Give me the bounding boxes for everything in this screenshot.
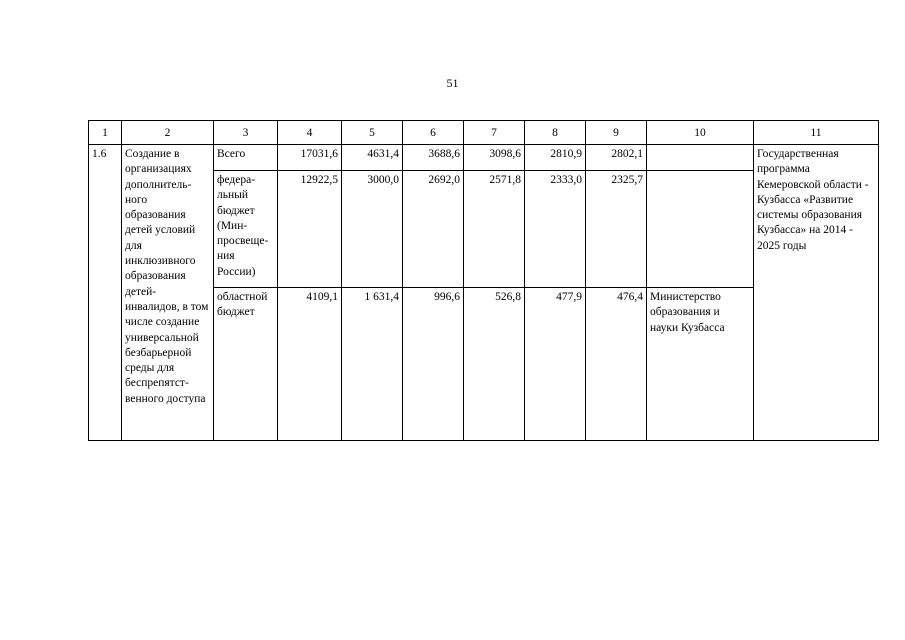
- measure-description: Создание в организациях дополнитель-ного образования детей условий для инклюзивного образования детей-инвалидов, в том числе создание универсальной безбарьерной среды для беспрепятст-венного доступа: [122, 145, 214, 441]
- value-cell: 3688,6: [403, 145, 464, 171]
- table-row: [89, 145, 879, 171]
- funding-source: федера-льный бюджет (Мин-просвеще-ния России): [214, 171, 278, 288]
- value-cell: 2571,8: [464, 171, 525, 288]
- value-cell: 4631,4: [342, 145, 403, 171]
- header-cell: 1: [89, 121, 122, 145]
- value-cell: 2325,7: [586, 171, 647, 288]
- value-cell: 526,8: [464, 288, 525, 441]
- header-cell: 9: [586, 121, 647, 145]
- header-cell: 11: [754, 121, 879, 145]
- value-cell: 4109,1: [278, 288, 342, 441]
- value-cell: 3098,6: [464, 145, 525, 171]
- header-cell: 4: [278, 121, 342, 145]
- executor-cell: Министерство образования и науки Кузбасса: [647, 288, 754, 441]
- header-cell: 3: [214, 121, 278, 145]
- value-cell: 12922,5: [278, 171, 342, 288]
- header-cell: 2: [122, 121, 214, 145]
- header-cell: 7: [464, 121, 525, 145]
- value-cell: 996,6: [403, 288, 464, 441]
- value-cell: 2810,9: [525, 145, 586, 171]
- page-number: 51: [446, 76, 459, 90]
- header-cell: 10: [647, 121, 754, 145]
- header-row: [89, 121, 879, 145]
- executor-cell: [647, 145, 754, 171]
- executor-cell: [647, 171, 754, 288]
- header-cell: 8: [525, 121, 586, 145]
- value-cell: 1 631,4: [342, 288, 403, 441]
- program-name: Государственная программа Кемеровской области - Кузбасса «Развитие системы образования Кузбасса» на 2014 - 2025 годы: [754, 145, 879, 441]
- header-cell: 5: [342, 121, 403, 145]
- value-cell: 17031,6: [278, 145, 342, 171]
- value-cell: 2692,0: [403, 171, 464, 288]
- row-code: 1.6: [89, 145, 122, 441]
- value-cell: 477,9: [525, 288, 586, 441]
- funding-source: областной бюджет: [214, 288, 278, 441]
- value-cell: 476,4: [586, 288, 647, 441]
- budget-table: [88, 120, 879, 441]
- value-cell: 2802,1: [586, 145, 647, 171]
- header-cell: 6: [403, 121, 464, 145]
- funding-source: Всего: [214, 145, 278, 171]
- value-cell: 3000,0: [342, 171, 403, 288]
- value-cell: 2333,0: [525, 171, 586, 288]
